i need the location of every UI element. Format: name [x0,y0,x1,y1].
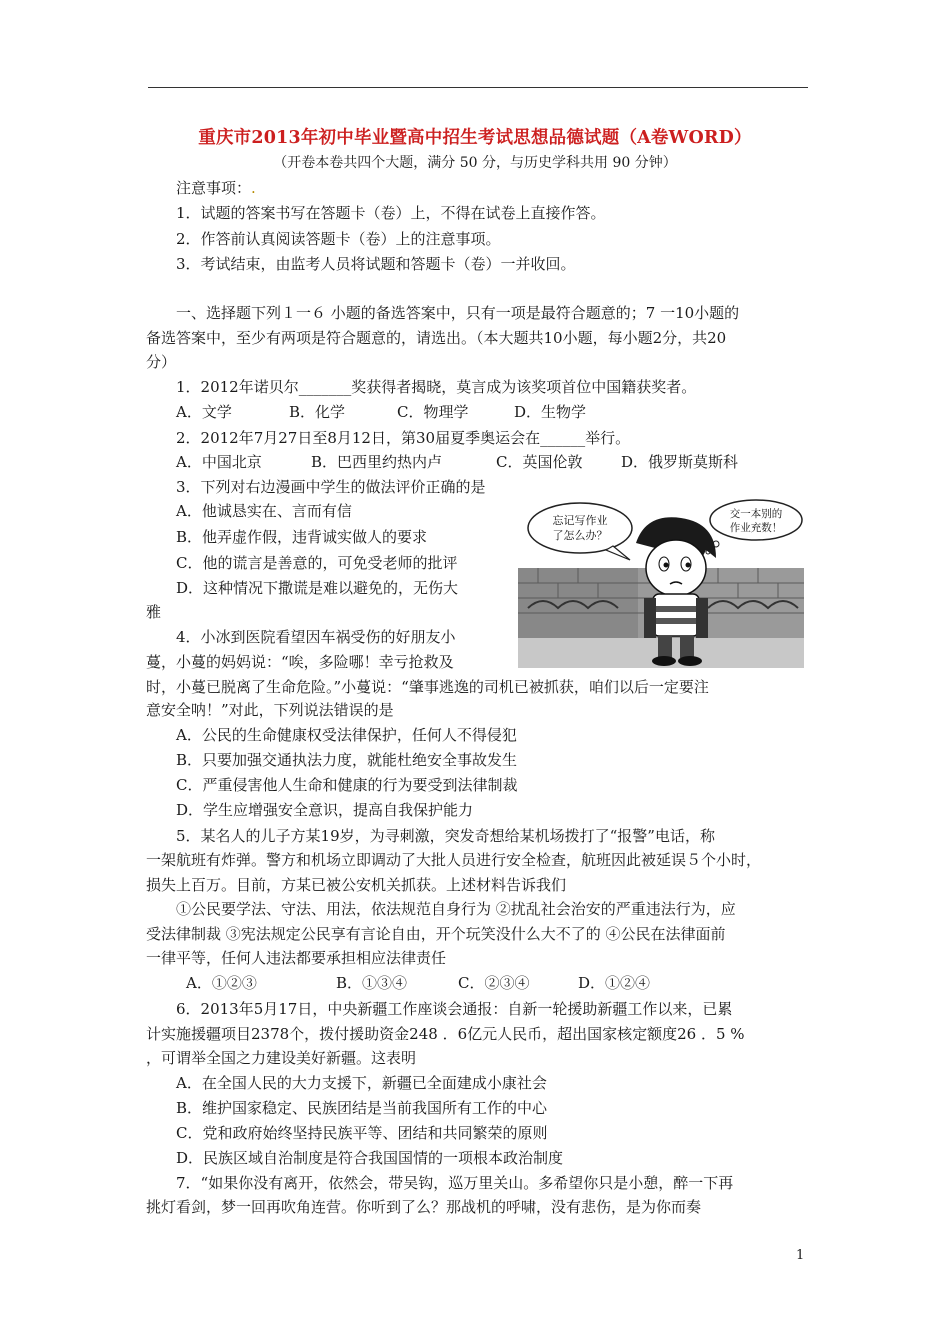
question-stem: 7．“如果你没有离开，依然会，带吴钩，巡万里关山。多希望你只是小憩，醉一下再 [176,1174,734,1192]
svg-text:了怎么办？: 了怎么办？ [552,529,608,542]
page-number: 1 [796,1248,805,1263]
question-stem: 意安全呐！”对此，下列说法错误的是 [146,701,394,719]
question-stem: 时，小蔓已脱离了生命危险。”小蔓说：“肇事逃逸的司机已被抓获，咱们以后一定要注 [146,678,709,696]
question-stem: 一架航班有炸弹。警方和机场立即调动了大批人员进行安全检查，航班因此被延误５个小时， [146,851,762,869]
answer-option: C．②③④ [458,974,530,992]
answer-option: C．严重侵害他人生命和健康的行为要受到法律制裁 [176,776,518,794]
answer-option: B．只要加强交通执法力度，就能杜绝安全事故发生 [176,751,518,769]
answer-option: A．在全国人民的大力支援下，新疆已全面建成小康社会 [176,1074,547,1092]
question-stem: 蔓，小蔓的妈妈说：“唉，多险哪！幸亏抢救及 [146,653,454,671]
answer-option: A．中国北京 [176,453,262,471]
answer-option: B．维护国家稳定、民族团结是当前我国所有工作的中心 [176,1099,548,1117]
answer-option: D．民族区域自治制度是符合我国国情的一项根本政治制度 [176,1149,564,1167]
answer-option: B．他弄虚作假，违背诚实做人的要求 [176,528,428,546]
answer-option: D．①②④ [578,974,651,992]
page-subtitle: （开卷本卷共四个大题，满分 50 分，与历史学科共用 90 分钟） [273,155,677,171]
answer-option: B．①③④ [336,974,408,992]
page-title: 重庆市2013年初中毕业暨高中招生考试思想品德试题（A卷WORD） [198,128,752,148]
answer-option: A．他诚恳实在、言而有信 [176,502,352,520]
answer-option: D．这种情况下撒谎是难以避免的，无伤大 [176,579,459,597]
svg-text:作业充数！: 作业充数！ [729,522,783,534]
question-stem: 2．2012年7月27日至8月12日，第30届夏季奥运会在______举行。 [176,429,631,447]
answer-option: B．巴西里约热内卢 [311,453,443,471]
cartoon-illustration [518,498,804,668]
question-stem: 损失上百万。目前，方某已被公安机关抓获。上述材料告诉我们 [146,876,567,894]
answer-option: D．生物学 [514,403,587,421]
answer-option-cont: 雅 [146,603,162,621]
answer-option: A．文学 [176,403,232,421]
answer-option: C．党和政府始终坚持民族平等、团结和共同繁荣的原则 [176,1124,548,1142]
question-stem: 挑灯看剑，梦一回再吹角连营。你听到了么？那战机的呼啸，没有悲伤，是为你而奏 [146,1198,702,1216]
answer-option: B．化学 [289,403,346,421]
answer-option: C．他的谎言是善意的，可免受老师的批评 [176,554,458,572]
question-statements: 一律平等，任何人违法都要承担相应法律责任 [146,949,447,967]
answer-option: D．俄罗斯莫斯科 [621,453,739,471]
note-item: 2．作答前认真阅读答题卡（卷）上的注意事项。 [176,230,501,248]
question-stem: 计实施援疆项目2378个，拨付援助资金248 ．6亿元人民币，超出国家核定额度26 ．5 % [146,1025,745,1043]
question-stem: 4．小冰到医院看望因车祸受伤的好朋友小 [176,628,456,646]
question-statements: 受法律制裁 ③宪法规定公民享有言论自由，开个玩笑没什么大不了的 ④公民在法律面前 [146,925,726,943]
answer-option: D．学生应增强安全意识，提高自我保护能力 [176,801,474,819]
note-item: 1．试题的答案书写在答题卡（卷）上，不得在试卷上直接作答。 [176,204,606,222]
speech-bubble-left: 忘记写作业 [552,514,608,527]
answer-option: A．公民的生命健康权受法律保护，任何人不得侵犯 [176,726,517,744]
section-instruction: 备选答案中，至少有两项是符合题意的，请选出。（本大题共10小题，每小题2分，共20 [146,329,727,347]
speech-bubble-right: 交一本别的 [729,508,783,520]
question-stem: 1．2012年诺贝尔_______奖获得者揭晓，莫言成为该奖项首位中国籍获奖者。 [176,378,697,396]
section-instruction: 一、选择题下列１一６ 小题的备选答案中，只有一项是最符合题意的；7 一10小题的 [176,304,740,322]
notes-heading: 注意事项：. [176,179,256,197]
question-stem: 3．下列对右边漫画中学生的做法评价正确的是 [176,478,486,496]
question-stem: 5．某名人的儿子方某19岁，为寻刺激，突发奇想给某机场拨打了“报警”电话，称 [176,827,715,845]
question-stem: ，可谓举全国之力建设美好新疆。这表明 [146,1049,417,1067]
question-statements: ①公民要学法、守法、用法，依法规范自身行为 ②扰乱社会治安的严重违法行为，应 [176,900,736,918]
section-instruction: 分） [146,353,177,371]
question-stem: 6．2013年5月17日，中央新疆工作座谈会通报：自新一轮援助新疆工作以来，已累 [176,1000,733,1018]
answer-option: C．英国伦敦 [496,453,583,471]
answer-option: C．物理学 [397,403,469,421]
answer-option: A．①②③ [186,974,257,992]
note-item: 3．考试结束，由监考人员将试题和答题卡（卷）一并收回。 [176,255,576,273]
header-rule [148,87,808,88]
